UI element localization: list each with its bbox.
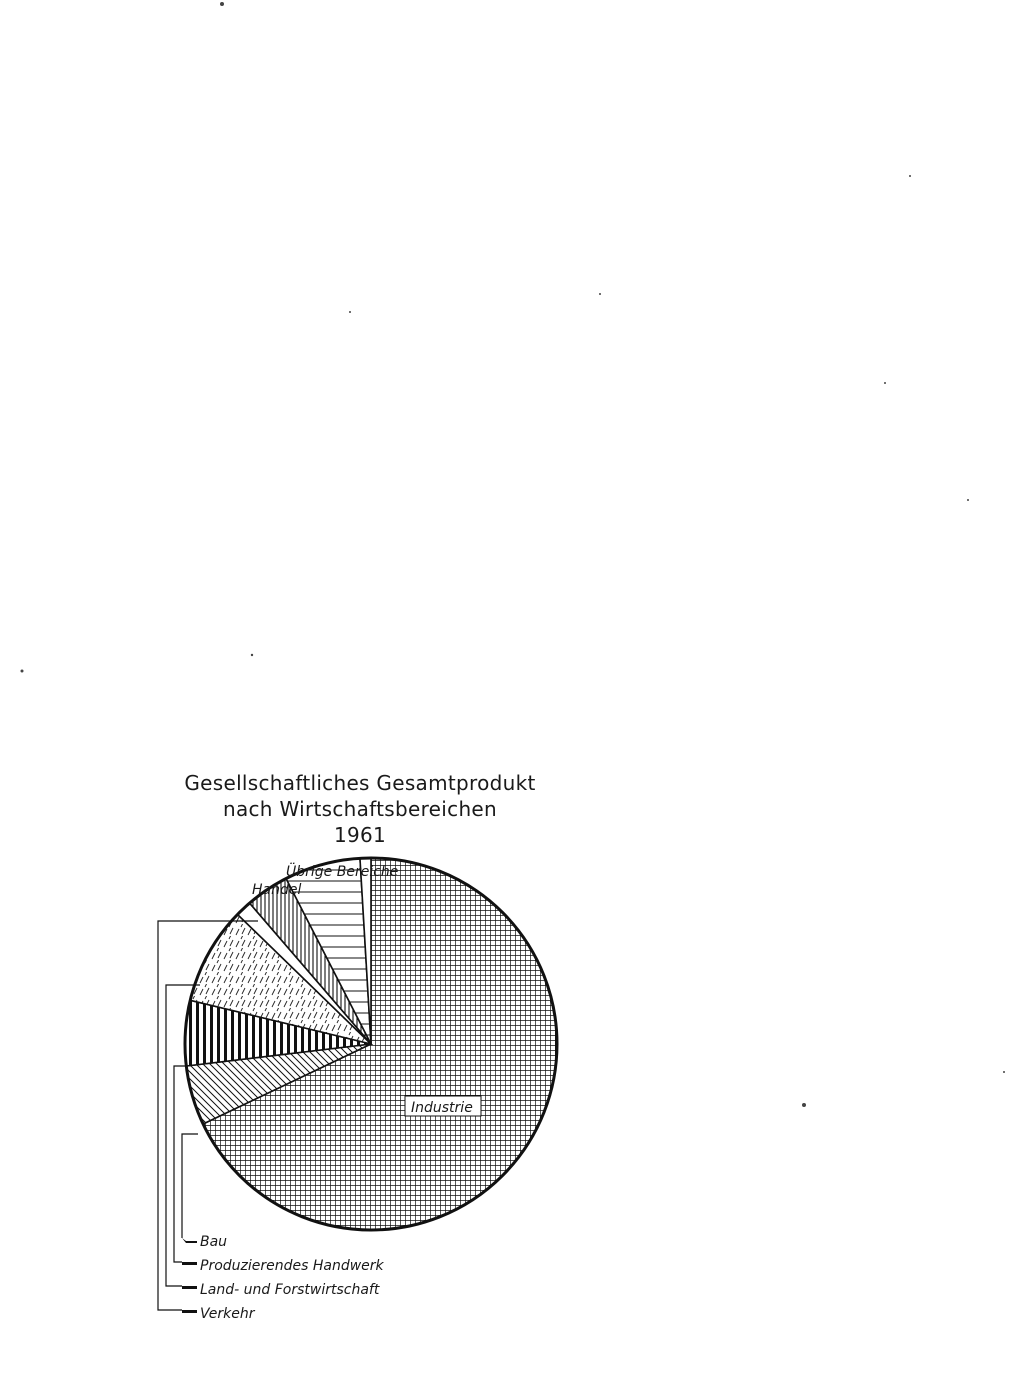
label-produzierendes-handwerk: Produzierendes Handwerk <box>200 1258 384 1274</box>
label-land-und-forstwirtschaft: Land- und Forstwirtschaft <box>200 1282 380 1298</box>
chart-title-line-3: 1961 <box>333 823 387 847</box>
leader-handwerk <box>174 1066 187 1262</box>
chart-title-line-1: Gesellschaftliches Gesamtprodukt <box>184 771 536 795</box>
arrow-bau <box>182 1238 197 1243</box>
label-uebrige-bereiche: Übrige Bereiche <box>286 864 399 880</box>
label-handel: Handel <box>252 882 302 898</box>
arrow-verkehr <box>182 1310 197 1313</box>
leader-bau <box>182 1134 198 1238</box>
arrow-land <box>182 1286 197 1289</box>
arrow-handwerk <box>182 1262 197 1265</box>
label-industrie: Industrie <box>411 1100 473 1116</box>
chart-title-line-2: nach Wirtschaftsbereichen <box>222 797 497 821</box>
label-verkehr: Verkehr <box>200 1306 255 1322</box>
label-bau: Bau <box>200 1234 228 1250</box>
pie-slices <box>185 858 557 1230</box>
leader-arrows <box>182 1238 197 1313</box>
